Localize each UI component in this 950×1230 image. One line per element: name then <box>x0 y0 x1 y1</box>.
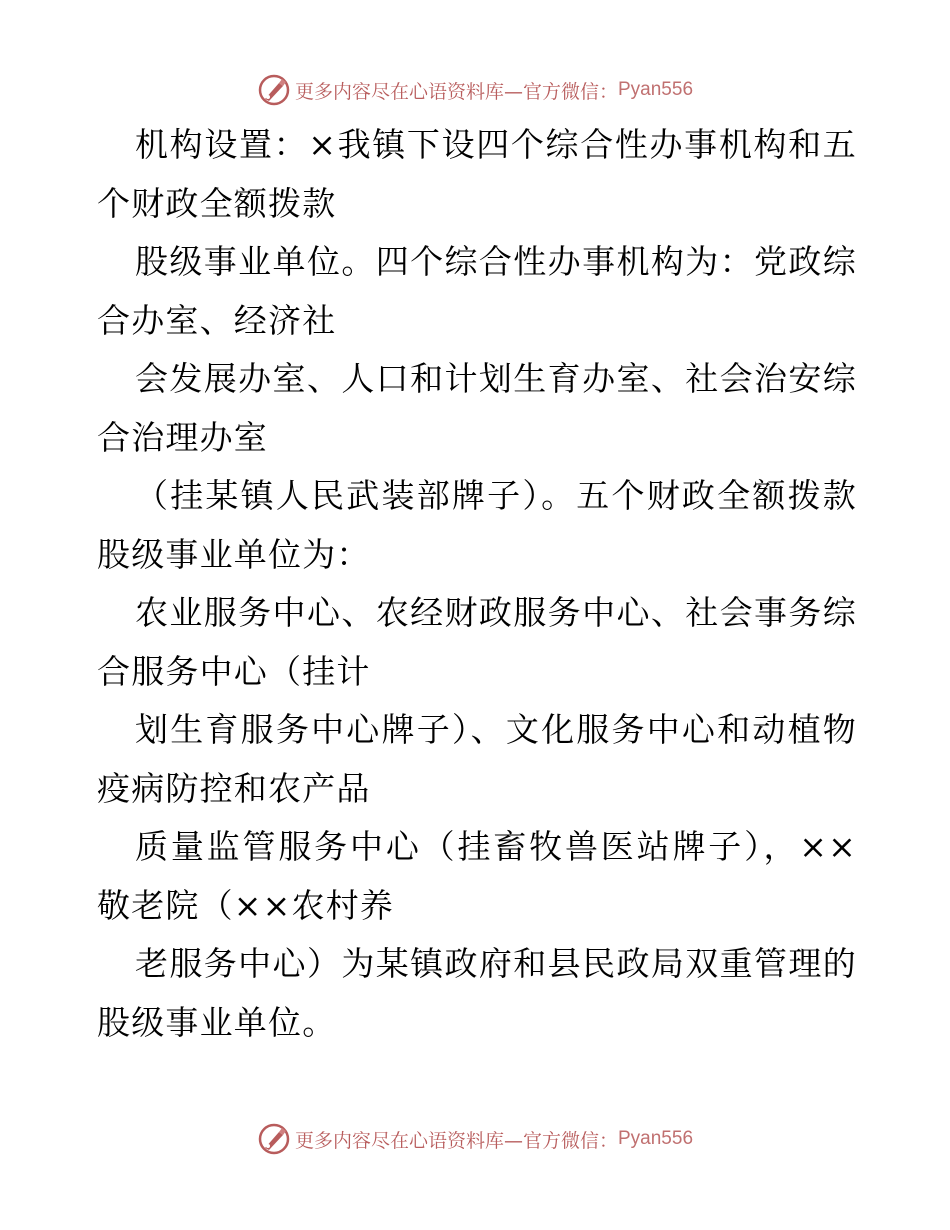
footer-watermark <box>0 1119 950 1159</box>
pen-logo-icon <box>257 1122 291 1156</box>
paragraph: 机构设置：×我镇下设四个综合性办事机构和五个财政全额拨款 <box>97 125 857 223</box>
paragraph: 农业服务中心、农经财政服务中心、社会事务综合服务中心（挂计 <box>97 593 857 691</box>
paragraph: 老服务中心）为某镇政府和县民政局双重管理的股级事业单位。 <box>97 944 857 1042</box>
watermark-wechat-id: Pyan556 <box>618 1128 694 1149</box>
watermark-text: 更多内容尽在心语资料库—官方微信： <box>294 80 618 103</box>
paragraph: 划生育服务中心牌子）、文化服务中心和动植物疫病防控和农产品 <box>97 710 857 808</box>
paragraph: 质量监管服务中心（挂畜牧兽医站牌子），××敬老院（××农村养 <box>97 827 857 925</box>
paragraph: 股级事业单位。四个综合性办事机构为：党政综合办室、经济社 <box>97 242 857 340</box>
document-body <box>97 116 857 1052</box>
header-watermark <box>0 70 950 110</box>
paragraph: （挂某镇人民武装部牌子）。五个财政全额拨款股级事业单位为： <box>97 476 857 574</box>
paragraph: 会发展办室、人口和计划生育办室、社会治安综合治理办室 <box>97 359 857 457</box>
pen-logo-icon <box>257 73 291 107</box>
watermark-wechat-id: Pyan556 <box>618 79 694 100</box>
watermark-text: 更多内容尽在心语资料库—官方微信： <box>294 1129 618 1152</box>
